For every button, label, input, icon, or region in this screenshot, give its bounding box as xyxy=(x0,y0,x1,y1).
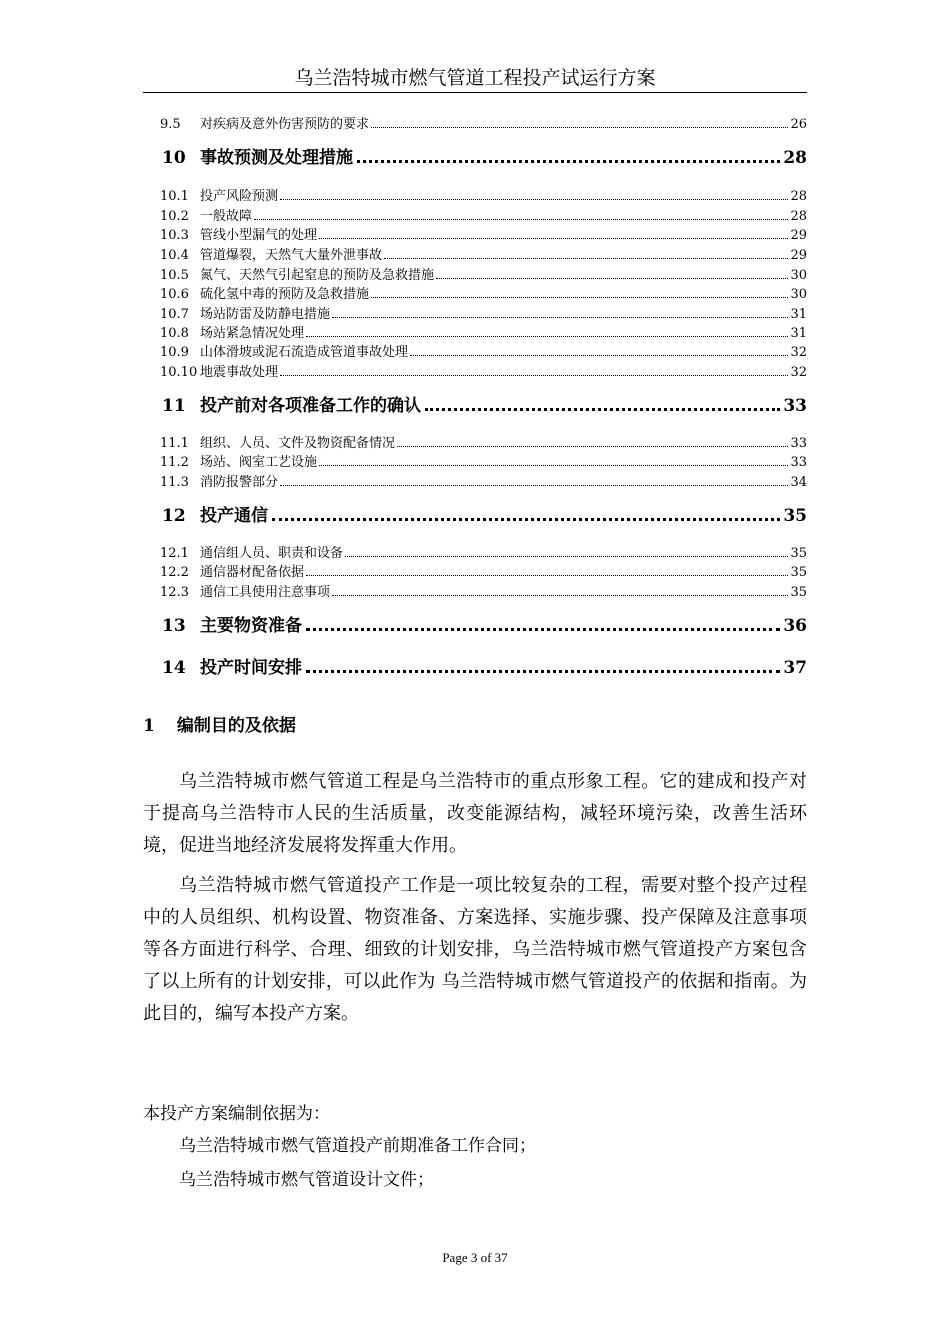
section-number: 1 xyxy=(143,716,155,736)
toc-entry-page: 32 xyxy=(790,365,807,380)
toc-entry-number: 10.9 xyxy=(160,345,189,360)
toc-entry-title: 投产时间安排 xyxy=(200,658,302,678)
toc-section-entry[interactable] xyxy=(160,115,807,134)
toc-entry-title: 通信器材配备依据 xyxy=(200,565,305,580)
toc-dot-leader xyxy=(280,187,788,200)
toc-dot-leader xyxy=(410,343,788,356)
toc-entry-number: 11.3 xyxy=(160,475,189,490)
toc-dot-leader xyxy=(319,226,788,239)
toc-dot-leader xyxy=(371,285,788,298)
toc-chapter-entry[interactable] xyxy=(162,653,807,679)
toc-dot-leader xyxy=(280,473,788,486)
toc-chapter-entry[interactable] xyxy=(162,143,807,169)
toc-entry-page: 35 xyxy=(790,585,807,600)
toc-section-entry[interactable] xyxy=(160,473,807,492)
toc-entry-number: 13 xyxy=(162,616,186,636)
toc-entry-page: 35 xyxy=(790,546,807,561)
toc-entry-page: 30 xyxy=(790,287,807,302)
basis-intro: 本投产方案编制依据为： xyxy=(143,1104,330,1124)
page-header-title: 乌兰浩特城市燃气管道工程投产试运行方案 xyxy=(294,67,656,89)
toc-entry-page: 29 xyxy=(790,228,807,243)
toc-entry-number: 12 xyxy=(162,506,186,526)
toc-dot-leader xyxy=(319,453,788,466)
section-title: 编制目的及依据 xyxy=(176,716,296,736)
toc-entry-title: 地震事故处理 xyxy=(200,365,279,380)
toc-entry-title: 管道爆裂，天然气大量外泄事故 xyxy=(200,248,383,263)
toc-entry-page: 34 xyxy=(790,475,807,490)
toc-entry-number: 11.2 xyxy=(160,455,189,470)
toc-section-entry[interactable] xyxy=(160,226,807,245)
toc-entry-page: 33 xyxy=(790,455,807,470)
toc-dot-leader xyxy=(280,363,788,376)
section-heading xyxy=(143,713,296,739)
toc-section-entry[interactable] xyxy=(160,453,807,472)
toc-section-entry[interactable] xyxy=(160,187,807,206)
toc-entry-title: 场站紧急情况处理 xyxy=(200,326,305,341)
toc-section-entry[interactable] xyxy=(160,207,807,226)
toc-entry-number: 9.5 xyxy=(160,117,181,132)
toc-entry-title: 一般故障 xyxy=(200,209,253,224)
toc-section-entry[interactable] xyxy=(160,266,807,285)
toc-dot-leader xyxy=(345,544,788,557)
toc-entry-title: 硫化氢中毒的预防及急救措施 xyxy=(200,287,370,302)
toc-entry-page: 31 xyxy=(790,307,807,322)
toc-dot-leader xyxy=(357,143,780,163)
toc-section-entry[interactable] xyxy=(160,305,807,324)
toc-entry-number: 10.6 xyxy=(160,287,189,302)
toc-entry-number: 10.10 xyxy=(160,365,198,380)
toc-entry-number: 10.8 xyxy=(160,326,189,341)
toc-entry-page: 32 xyxy=(790,345,807,360)
toc-dot-leader xyxy=(384,246,788,259)
toc-entry-page: 26 xyxy=(790,117,807,132)
toc-entry-number: 11 xyxy=(162,396,186,416)
toc-entry-title: 主要物资准备 xyxy=(200,616,302,636)
toc-entry-title: 投产前对各项准备工作的确认 xyxy=(200,396,421,416)
toc-dot-leader xyxy=(272,501,780,521)
toc-entry-page: 30 xyxy=(790,268,807,283)
toc-entry-title: 管线小型漏气的处理 xyxy=(200,228,318,243)
basis-item: 乌兰浩特城市燃气管道设计文件； xyxy=(179,1170,434,1190)
toc-dot-leader xyxy=(425,391,780,411)
toc-entry-page: 29 xyxy=(790,248,807,263)
toc-entry-number: 10.1 xyxy=(160,189,189,204)
toc-chapter-entry[interactable] xyxy=(162,611,807,637)
toc-dot-leader xyxy=(306,653,780,673)
paragraph: 乌兰浩特城市燃气管道投产工作是一项比较复杂的工程，需要对整个投产过程中的人员组织、机构设置、物资准备、方案选择、实施步骤、投产保障及注意事项等各方面进行科学、合理、细致的计划安排，乌兰浩特城市燃气管道投产方案包含了以上所有的计划安排，可以此作为 乌兰浩特城市燃气管道投产的依据和指南。为此目的，编写本投产方案。 xyxy=(143,875,807,1024)
toc-entry-title: 事故预测及处理措施 xyxy=(200,148,353,168)
toc-entry-number: 12.1 xyxy=(160,546,189,561)
toc-section-entry[interactable] xyxy=(160,544,807,563)
toc-entry-title: 通信工具使用注意事项 xyxy=(200,585,331,600)
toc-entry-title: 投产风险预测 xyxy=(200,189,279,204)
toc-dot-leader xyxy=(371,115,788,128)
toc-entry-page: 37 xyxy=(783,658,807,678)
toc-entry-number: 12.3 xyxy=(160,585,189,600)
toc-section-entry[interactable] xyxy=(160,343,807,362)
toc-section-entry[interactable] xyxy=(160,434,807,453)
toc-entry-page: 28 xyxy=(783,148,807,168)
toc-entry-title: 氮气、天然气引起窒息的预防及急救措施 xyxy=(200,268,435,283)
toc-entry-page: 35 xyxy=(783,506,807,526)
toc-entry-page: 28 xyxy=(790,209,807,224)
toc-section-entry[interactable] xyxy=(160,583,807,602)
toc-section-entry[interactable] xyxy=(160,363,807,382)
toc-entry-number: 10.5 xyxy=(160,268,189,283)
toc-chapter-entry[interactable] xyxy=(162,391,807,417)
toc-entry-number: 10 xyxy=(162,148,186,168)
toc-entry-number: 14 xyxy=(162,658,186,678)
toc-entry-page: 36 xyxy=(783,616,807,636)
page-footer: Page 3 of 37 xyxy=(442,1250,508,1265)
toc-entry-title: 组织、人员、文件及物资配备情况 xyxy=(200,436,396,451)
toc-dot-leader xyxy=(436,266,788,279)
toc-entry-number: 10.7 xyxy=(160,307,189,322)
toc-section-entry[interactable] xyxy=(160,246,807,265)
toc-entry-number: 10.2 xyxy=(160,209,189,224)
toc-dot-leader xyxy=(306,563,788,576)
toc-entry-number: 11.1 xyxy=(160,436,189,451)
toc-entry-title: 对疾病及意外伤害预防的要求 xyxy=(200,117,370,132)
toc-section-entry[interactable] xyxy=(160,285,807,304)
toc-entry-number: 10.4 xyxy=(160,248,189,263)
toc-dot-leader xyxy=(332,583,788,596)
toc-section-entry[interactable] xyxy=(160,563,807,582)
toc-entry-title: 投产通信 xyxy=(200,506,268,526)
toc-entry-number: 12.2 xyxy=(160,565,189,580)
toc-dot-leader xyxy=(306,324,788,337)
paragraph: 乌兰浩特城市燃气管道工程是乌兰浩特市的重点形象工程。它的建成和投产对于提高乌兰浩特市人民的生活质量，改变能源结构，减轻环境污染，改善生活环境，促进当地经济发展将发挥重大作用。 xyxy=(143,771,807,856)
toc-entry-number: 10.3 xyxy=(160,228,189,243)
toc-entry-page: 31 xyxy=(790,326,807,341)
toc-entry-title: 山体滑坡或泥石流造成管道事故处理 xyxy=(200,345,409,360)
toc-entry-title: 通信组人员、职责和设备 xyxy=(200,546,344,561)
toc-entry-title: 消防报警部分 xyxy=(200,475,279,490)
toc-chapter-entry[interactable] xyxy=(162,501,807,527)
toc-entry-page: 33 xyxy=(783,396,807,416)
toc-dot-leader xyxy=(306,611,780,631)
toc-section-entry[interactable] xyxy=(160,324,807,343)
toc-dot-leader xyxy=(397,434,788,447)
toc-entry-page: 28 xyxy=(790,189,807,204)
toc-entry-title: 场站防雷及防静电措施 xyxy=(200,307,331,322)
basis-item: 乌兰浩特城市燃气管道投产前期准备工作合同； xyxy=(179,1136,536,1156)
toc-entry-page: 33 xyxy=(790,436,807,451)
toc-dot-leader xyxy=(254,207,788,220)
toc-entry-page: 35 xyxy=(790,565,807,580)
toc-entry-title: 场站、阀室工艺设施 xyxy=(200,455,318,470)
header-divider xyxy=(143,92,807,93)
toc-dot-leader xyxy=(332,305,788,318)
